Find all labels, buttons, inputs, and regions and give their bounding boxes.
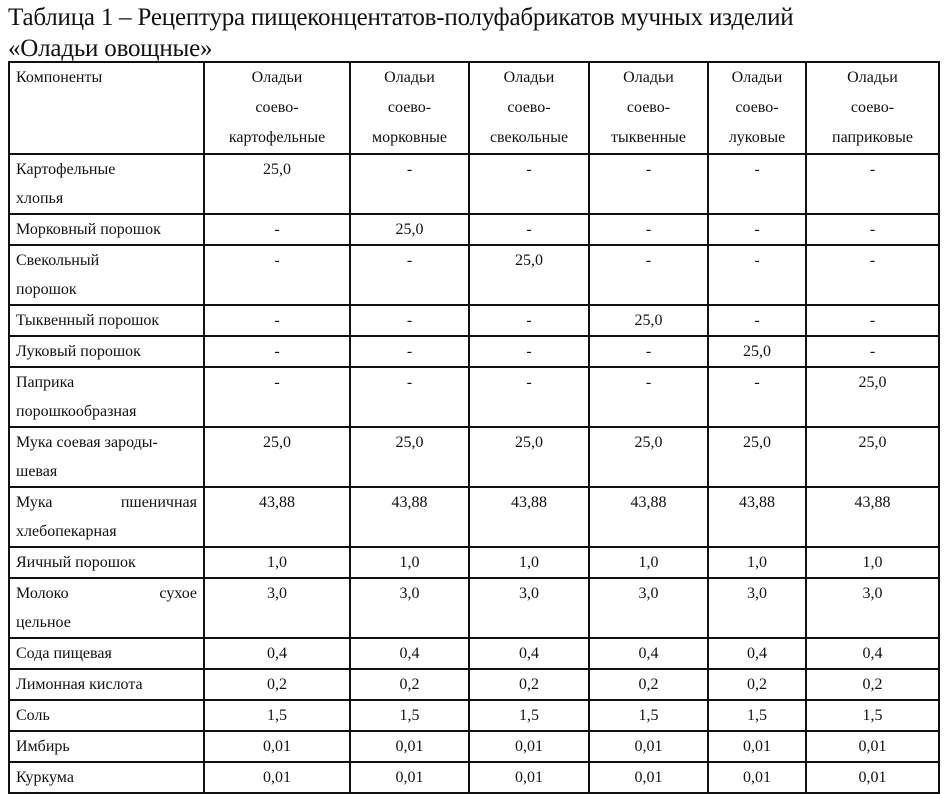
value-cell: -: [589, 154, 708, 214]
column-header-line: Компоненты: [16, 69, 103, 86]
value-cell: -: [469, 154, 589, 214]
value-cell: 25,0: [350, 214, 469, 245]
value-cell: 25,0: [204, 427, 350, 487]
column-header-line: свекольные: [489, 129, 569, 146]
table-row: [9, 487, 939, 547]
component-line: Куркума: [16, 769, 74, 786]
value-cell: -: [350, 305, 469, 336]
value-cell: 3,0: [589, 578, 708, 638]
value-cell: 25,0: [806, 427, 939, 487]
value-cell: -: [708, 245, 806, 305]
component-line: порошок: [16, 281, 77, 298]
column-header-line: картофельные: [228, 129, 326, 146]
value-cell: 1,5: [469, 700, 589, 731]
column-header-line: Оладьи: [384, 69, 435, 86]
value-cell: -: [469, 367, 589, 427]
caption-line-2: «Оладьи овощные»: [8, 35, 213, 62]
value-cell: -: [806, 154, 939, 214]
value-cell: 25,0: [589, 305, 708, 336]
table-row: [9, 669, 939, 700]
value-cell: 43,88: [589, 487, 708, 547]
column-header-line: соево-: [626, 99, 671, 116]
value-cell: 0,01: [469, 762, 589, 793]
value-cell: 25,0: [469, 245, 589, 305]
value-cell: 1,5: [806, 700, 939, 731]
component-cell: [9, 487, 204, 547]
value-cell: 0,4: [806, 638, 939, 669]
value-cell: 1,0: [350, 547, 469, 578]
value-cell: 0,2: [806, 669, 939, 700]
component-cell: [9, 214, 204, 245]
component-cell: [9, 154, 204, 214]
component-line: Мука пшеничная: [16, 494, 197, 511]
value-cell: 25,0: [589, 427, 708, 487]
value-cell: 0,01: [350, 731, 469, 762]
value-cell: -: [708, 154, 806, 214]
value-cell: -: [589, 367, 708, 427]
value-cell: 0,4: [589, 638, 708, 669]
component-line: шевая: [16, 463, 58, 480]
table-row: [9, 367, 939, 427]
table-row: [9, 214, 939, 245]
value-cell: 3,0: [806, 578, 939, 638]
column-header-line: соево-: [850, 99, 895, 116]
column-header-line: морковные: [371, 129, 448, 146]
value-cell: 43,88: [350, 487, 469, 547]
component-cell: [9, 669, 204, 700]
value-cell: -: [350, 367, 469, 427]
column-header: [708, 62, 806, 154]
component-line: Паприка: [16, 374, 75, 391]
value-cell: -: [708, 214, 806, 245]
component-line: Молоко сухое: [16, 585, 197, 602]
value-cell: -: [350, 245, 469, 305]
component-line: Лимонная кислота: [16, 676, 143, 693]
value-cell: -: [204, 214, 350, 245]
component-cell: [9, 336, 204, 367]
value-cell: 1,0: [204, 547, 350, 578]
value-cell: 0,01: [589, 762, 708, 793]
value-cell: -: [806, 336, 939, 367]
table-body: [9, 154, 939, 793]
component-line: Картофельные: [16, 161, 116, 178]
component-line: Соль: [16, 707, 50, 724]
value-cell: 3,0: [204, 578, 350, 638]
component-line: Свекольный: [16, 252, 100, 269]
component-cell: [9, 638, 204, 669]
column-header-components: [9, 62, 204, 154]
value-cell: 0,4: [469, 638, 589, 669]
value-cell: -: [589, 245, 708, 305]
table-row: [9, 547, 939, 578]
component-cell: [9, 367, 204, 427]
column-header: [204, 62, 350, 154]
value-cell: 0,2: [589, 669, 708, 700]
column-header-line: Оладьи: [503, 69, 555, 86]
value-cell: 1,0: [589, 547, 708, 578]
component-line: цельное: [16, 614, 71, 631]
value-cell: -: [806, 305, 939, 336]
component-cell: [9, 305, 204, 336]
value-cell: 3,0: [350, 578, 469, 638]
table-row: [9, 427, 939, 487]
value-cell: 0,01: [806, 762, 939, 793]
value-cell: -: [589, 214, 708, 245]
value-cell: 0,4: [350, 638, 469, 669]
component-line: Мука соевая зароды-: [16, 434, 158, 451]
recipe-table: [8, 61, 940, 794]
column-header-line: Оладьи: [847, 69, 898, 86]
component-line: порошкообразная: [16, 403, 137, 420]
column-header-line: тыквенные: [610, 129, 687, 146]
value-cell: 1,5: [204, 700, 350, 731]
column-header: [469, 62, 589, 154]
column-header-line: Оладьи: [251, 69, 303, 86]
value-cell: 0,01: [708, 762, 806, 793]
value-cell: 0,01: [469, 731, 589, 762]
column-header-line: соево-: [507, 99, 551, 116]
table-caption: [8, 2, 938, 64]
value-cell: 0,01: [350, 762, 469, 793]
value-cell: 1,5: [708, 700, 806, 731]
value-cell: 0,01: [806, 731, 939, 762]
component-cell: [9, 245, 204, 305]
value-cell: 25,0: [708, 427, 806, 487]
column-header: [350, 62, 469, 154]
value-cell: 25,0: [708, 336, 806, 367]
value-cell: 0,4: [708, 638, 806, 669]
value-cell: -: [708, 367, 806, 427]
value-cell: -: [589, 336, 708, 367]
component-line: Морковный порошок: [16, 221, 161, 238]
value-cell: 1,5: [350, 700, 469, 731]
component-cell: [9, 427, 204, 487]
value-cell: 43,88: [708, 487, 806, 547]
caption-line-1: Таблица 1 – Рецептура пищеконцентатов-полуфабрикатов мучных изделий: [8, 4, 794, 31]
value-cell: -: [204, 245, 350, 305]
value-cell: 3,0: [708, 578, 806, 638]
component-cell: [9, 762, 204, 793]
value-cell: 1,0: [469, 547, 589, 578]
column-header-line: соево-: [387, 99, 432, 116]
value-cell: -: [806, 214, 939, 245]
value-cell: 25,0: [469, 427, 589, 487]
value-cell: 25,0: [350, 427, 469, 487]
value-cell: 43,88: [204, 487, 350, 547]
value-cell: 0,4: [204, 638, 350, 669]
column-header: [589, 62, 708, 154]
value-cell: 0,2: [204, 669, 350, 700]
component-cell: [9, 578, 204, 638]
value-cell: -: [469, 336, 589, 367]
value-cell: 0,01: [589, 731, 708, 762]
value-cell: -: [204, 336, 350, 367]
component-line: Луковый порошок: [16, 343, 141, 360]
column-header-line: соево-: [255, 99, 299, 116]
header-row: [9, 62, 939, 154]
value-cell: 43,88: [806, 487, 939, 547]
value-cell: 0,01: [204, 762, 350, 793]
value-cell: -: [469, 214, 589, 245]
value-cell: -: [204, 367, 350, 427]
component-line: Сода пищевая: [16, 645, 112, 662]
value-cell: 1,0: [806, 547, 939, 578]
value-cell: -: [350, 154, 469, 214]
value-cell: 1,0: [708, 547, 806, 578]
component-cell: [9, 700, 204, 731]
column-header-line: Оладьи: [731, 69, 783, 86]
column-header: [806, 62, 939, 154]
column-header-line: Оладьи: [623, 69, 674, 86]
table-row: [9, 762, 939, 793]
table-row: [9, 578, 939, 638]
table-row: [9, 305, 939, 336]
value-cell: 1,5: [589, 700, 708, 731]
value-cell: 0,01: [204, 731, 350, 762]
value-cell: -: [204, 305, 350, 336]
table-row: [9, 154, 939, 214]
table-row: [9, 731, 939, 762]
table-row: [9, 700, 939, 731]
component-line: хлебопекарная: [16, 523, 117, 540]
value-cell: 25,0: [806, 367, 939, 427]
value-cell: 0,01: [708, 731, 806, 762]
value-cell: -: [806, 245, 939, 305]
component-line: Яичный порошок: [16, 554, 136, 571]
column-header-line: луковые: [728, 129, 786, 146]
value-cell: 25,0: [204, 154, 350, 214]
value-cell: 0,2: [708, 669, 806, 700]
table-row: [9, 245, 939, 305]
component-cell: [9, 547, 204, 578]
value-cell: 43,88: [469, 487, 589, 547]
table-row: [9, 638, 939, 669]
value-cell: -: [350, 336, 469, 367]
component-line: Имбирь: [16, 738, 70, 755]
component-line: Тыквенный порошок: [16, 312, 160, 329]
component-line: хлопья: [16, 190, 64, 207]
column-header-line: паприковые: [832, 129, 913, 146]
value-cell: -: [469, 305, 589, 336]
value-cell: 0,2: [469, 669, 589, 700]
value-cell: 3,0: [469, 578, 589, 638]
column-header-line: соево-: [735, 99, 779, 116]
value-cell: 0,2: [350, 669, 469, 700]
value-cell: -: [708, 305, 806, 336]
table-row: [9, 336, 939, 367]
component-cell: [9, 731, 204, 762]
